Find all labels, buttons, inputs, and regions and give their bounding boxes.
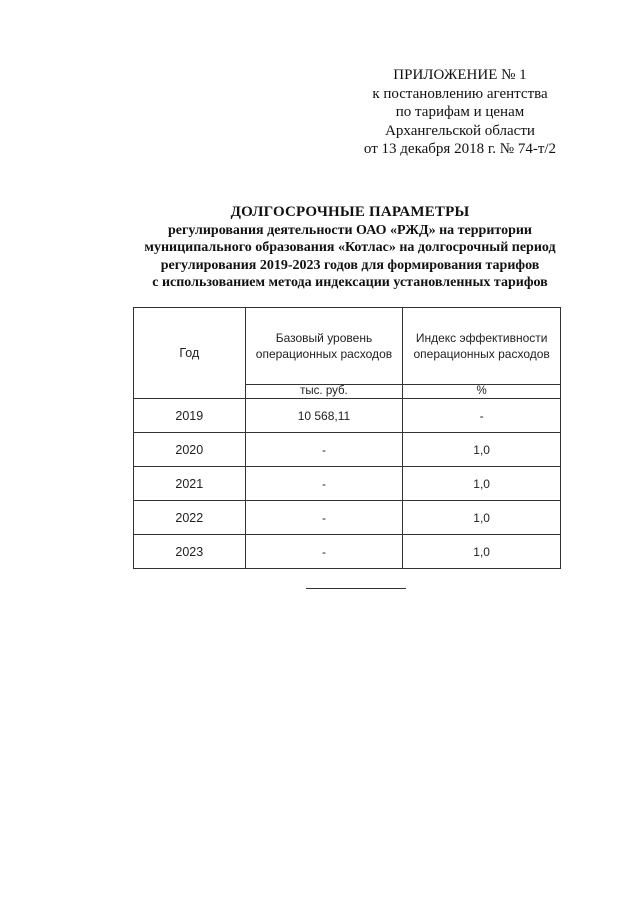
heading-line: муниципального образования «Котлас» на долгосрочный период (144, 240, 556, 255)
table-row (134, 535, 561, 569)
parameters-table (133, 307, 561, 569)
annex-date-number: от 13 декабря 2018 г. № 74-т/2 (363, 141, 557, 157)
closing-divider-line (306, 588, 406, 589)
cell-base: - (245, 467, 403, 501)
cell-index: 1,0 (403, 535, 561, 569)
cell-index: 1,0 (403, 433, 561, 467)
annex-line: Архангельской области (385, 122, 535, 139)
header-year: Год (134, 308, 246, 399)
table-row (134, 399, 561, 433)
heading-line: регулирования деятельности ОАО «РЖД» на территории (167, 222, 532, 238)
annex-line: к постановлению агентства (372, 85, 548, 102)
document-title: ДОЛГОСРОЧНЫЕ ПАРАМЕТРЫ (230, 204, 470, 220)
unit-base: тыс. руб. (245, 385, 403, 399)
table-row (134, 467, 561, 501)
cell-base: - (245, 501, 403, 535)
document-heading (100, 204, 600, 292)
cell-base: - (245, 433, 403, 467)
cell-base: - (245, 535, 403, 569)
cell-index: - (403, 399, 561, 433)
table-row (134, 433, 561, 467)
cell-year: 2019 (134, 399, 246, 433)
table-row (134, 501, 561, 535)
heading-line: с использованием метода индексации установленных тарифов (152, 275, 548, 290)
unit-index: % (403, 385, 561, 399)
cell-year: 2021 (134, 467, 246, 501)
cell-year: 2020 (134, 433, 246, 467)
annex-line: по тарифам и ценам (395, 104, 525, 120)
table-header-row (134, 308, 561, 385)
annex-block (340, 66, 580, 159)
annex-title: ПРИЛОЖЕНИЕ № 1 (393, 67, 527, 83)
heading-line: регулирования 2019-2023 годов для формирования тарифов (160, 257, 540, 273)
header-base-level: Базовый уровень операционных расходов (245, 308, 403, 385)
cell-year: 2023 (134, 535, 246, 569)
cell-base: 10 568,11 (245, 399, 403, 433)
cell-year: 2022 (134, 501, 246, 535)
cell-index: 1,0 (403, 467, 561, 501)
header-efficiency-index: Индекс эффективности операционных расходов (403, 308, 561, 385)
cell-index: 1,0 (403, 501, 561, 535)
